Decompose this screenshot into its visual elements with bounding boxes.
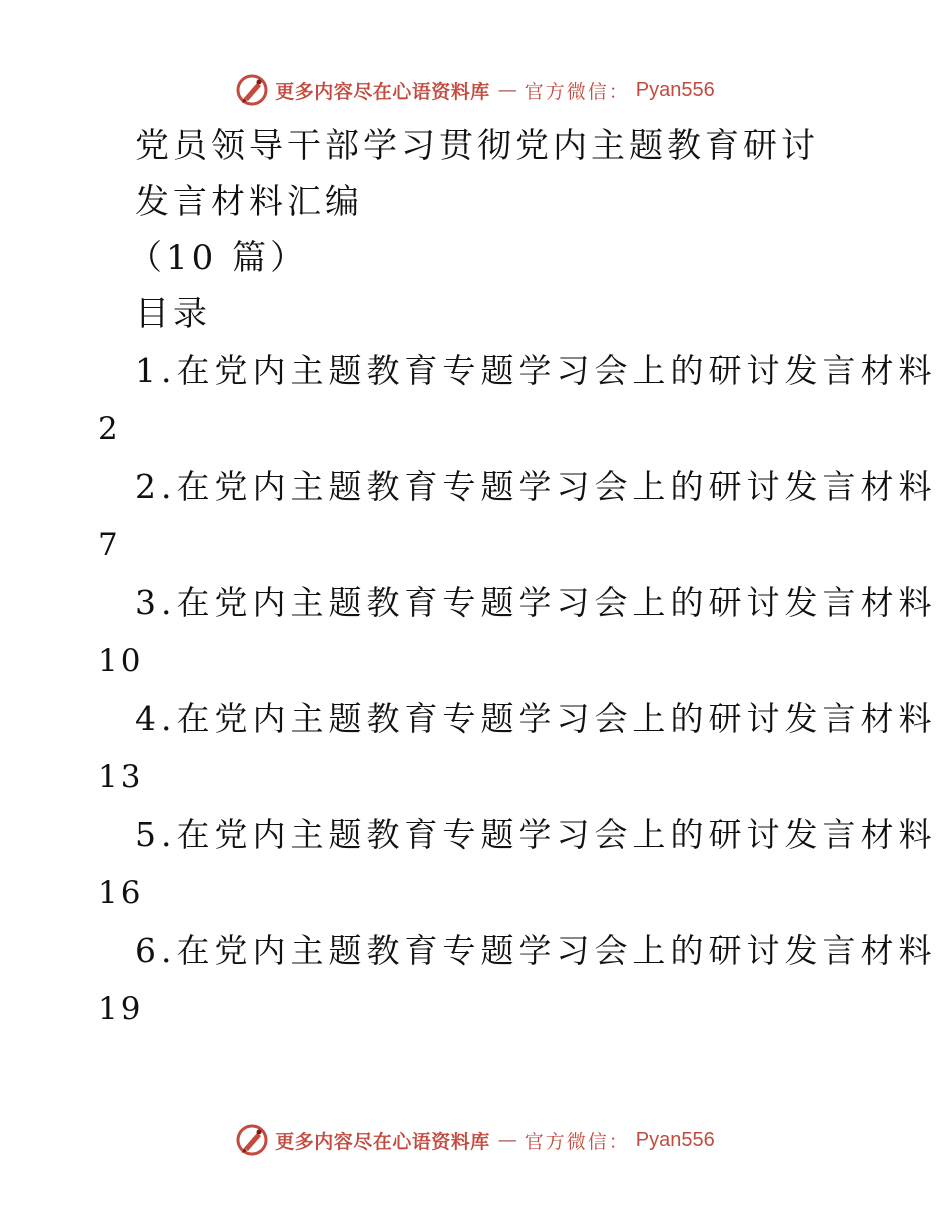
banner-dash: —	[497, 79, 517, 101]
banner-text: 更多内容尽在心语资料库	[275, 1130, 490, 1153]
footer-banner	[0, 1120, 950, 1160]
toc-page-number: 19	[98, 991, 144, 1027]
toc-entry: 6.在党内主题教育专题学习会上的研讨发言材料	[135, 931, 937, 970]
toc-entry: 5.在党内主题教育专题学习会上的研讨发言材料	[135, 815, 937, 854]
toc-entry: 4.在党内主题教育专题学习会上的研讨发言材料	[135, 699, 937, 738]
banner-wechat-id: Pyan556	[635, 78, 715, 101]
toc-entry: 2.在党内主题教育专题学习会上的研讨发言材料	[135, 467, 937, 506]
toc-page-number: 13	[98, 759, 144, 795]
toc-page-number: 2	[98, 411, 121, 447]
doc-count: （10 篇）	[128, 238, 309, 278]
banner-text: 更多内容尽在心语资料库	[275, 80, 490, 103]
banner-wechat-label: 官方微信：	[524, 1130, 630, 1153]
pen-logo-icon	[235, 1123, 269, 1157]
document-body	[0, 118, 950, 1038]
pen-logo-icon	[235, 73, 269, 107]
toc-page-number: 10	[98, 643, 144, 679]
banner-wechat-id: Pyan556	[635, 1128, 715, 1151]
doc-title-line-2: 发言材料汇编	[135, 182, 363, 222]
toc-heading: 目录	[135, 294, 211, 334]
banner-wechat-label: 官方微信：	[524, 80, 630, 103]
toc-entry: 3.在党内主题教育专题学习会上的研讨发言材料	[135, 583, 937, 622]
header-banner	[0, 70, 950, 110]
toc-page-number: 7	[98, 527, 121, 563]
toc-page-number: 16	[98, 875, 144, 911]
doc-title-line-1: 党员领导干部学习贯彻党内主题教育研讨	[135, 126, 819, 166]
toc-entry: 1.在党内主题教育专题学习会上的研讨发言材料	[135, 351, 937, 390]
banner-dash: —	[497, 1129, 517, 1151]
